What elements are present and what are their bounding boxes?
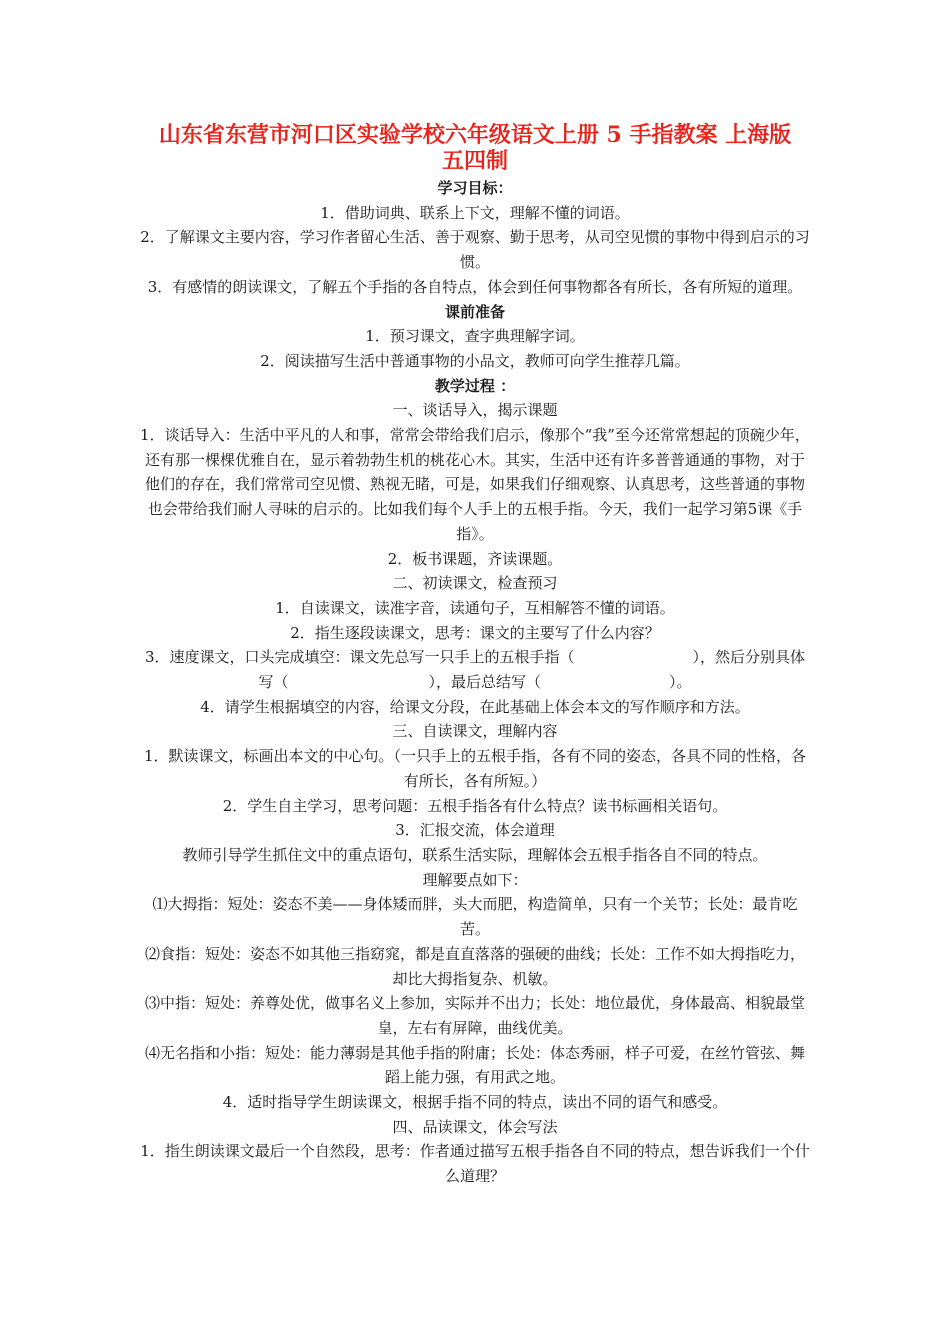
section-1-paragraph-2: 2．板书课题，齐读课题。 (387, 549, 563, 568)
document-body (138, 176, 812, 1189)
fill-in-text-b: ），然后分别具体写（ (258, 648, 806, 692)
finger-point-ring-little: ⑷无名指和小指：短处：能力薄弱是其他手指的附庸；长处：体态秀丽，样子可爱，在丝竹管弦、舞蹈上能力强，有用武之地。 (144, 1043, 805, 1087)
goal-item-1: 1．借助词典、联系上下文，理解不懂的词语。 (320, 203, 630, 222)
document-title (140, 122, 810, 174)
prep-item-1: 1．预习课文，查字典理解字词。 (365, 327, 585, 346)
goal-item-2: 2．了解课文主要内容，学习作者留心生活、善于观察、勤于思考，从司空见惯的事物中得到启示的习惯。 (140, 228, 810, 272)
section-4-paragraph-1: 1．指生朗读课文最后一个自然段，思考：作者通过描写五根手指各自不同的特点，想告诉我们一个什么道理？ (140, 1142, 810, 1186)
section-2-heading: 二、初读课文，检查预习 (392, 574, 558, 593)
section-3-paragraph-2: 2．学生自主学习，思考问题：五根手指各有什么特点？读书标画相关语句。 (222, 796, 728, 815)
section-2-fill-in-paragraph (138, 645, 812, 694)
process-heading: 教学过程 ： (434, 376, 516, 395)
section-2-paragraph-4: 4．请学生根据填空的内容，给课文分段，在此基础上体会本文的写作顺序和方法。 (200, 697, 750, 716)
section-3-paragraph-1: 1．默读课文，标画出本文的中心句。（一只手上的五根手指，各有不同的姿态，各具不同的性格，各有所长，各有所短。） (143, 747, 807, 790)
section-2-paragraph-2: 2．指生逐段读课文，思考：课文的主要写了什么内容？ (290, 623, 660, 642)
title-line-2: 五四制 (441, 148, 508, 174)
section-3-heading: 三、自读课文，理解内容 (392, 722, 558, 741)
goal-item-3: 3．有感情的朗读课文，了解五个手指的各自特点，体会到任何事物都各有所长，各有所短的道理。 (147, 277, 803, 296)
prep-item-2: 2．阅读描写生活中普通事物的小品文，教师可向学生推荐几篇。 (260, 351, 690, 370)
section-2-paragraph-1: 1．自读课文，读准字音，读通句子，互相解答不懂的词语。 (275, 598, 675, 617)
fill-in-text-c: ），最后总结写（ (428, 673, 541, 692)
section-3-paragraph-4: 教师引导学生抓住文中的重点语句，联系生活实际，理解体会五根手指各自不同的特点。 (182, 845, 768, 864)
section-4-heading: 四、品读课文，体会写法 (392, 1117, 558, 1136)
title-line-1: 山东省东营市河口区实验学校六年级语文上册 5 手指教案 上海版 (158, 122, 792, 148)
section-3-paragraph-3: 3．汇报交流，体会道理 (395, 821, 555, 840)
fill-in-text-a: 3．速度课文，口头完成填空：课文先总写一只手上的五根手指（ (144, 648, 575, 667)
section-1-paragraph-1: 1．谈话导入：生活中平凡的人和事，常常会带给我们启示，像那个“我”至今还常常想起的顶碗少年，还有那一棵棵优雅自在，显示着勃勃生机的桃花心木。其实，生活中还有许多普普通通的事物，对于他们的存在，我们常常司空见惯、熟视无睹，可是，如果我们仔细观察、认真思考，这些普通的事物也会带给我们耐人寻味的启示的。比如我们每个人手上的五根手指。今天，我们一起学习第5课《手指》。 (140, 426, 810, 543)
goals-heading: 学习目标： (437, 179, 513, 197)
section-3-paragraph-5: 理解要点如下： (422, 870, 528, 889)
prep-heading: 课前准备 (444, 302, 505, 321)
section-1-heading: 一、谈话导入，揭示课题 (392, 401, 558, 420)
finger-point-thumb: ⑴大拇指：短处：姿态不美——身体矮而胖，头大而肥，构造简单，只有一个关节；长处：最肯吃苦。 (152, 895, 798, 939)
fill-in-text-d: ）。 (669, 673, 692, 692)
section-3-paragraph-6: 4．适时指导学生朗读课文，根据手指不同的特点，读出不同的语气和感受。 (222, 1093, 728, 1112)
finger-point-index: ⑵食指：短处：姿态不如其他三指窈窕，都是直直落落的强硬的曲线；长处：工作不如大拇指吃力，却比大拇指复杂、机敏。 (144, 944, 805, 988)
finger-point-middle: ⑶中指：短处：养尊处优，做事名义上参加，实际并不出力；长处：地位最优，身体最高、相貌最堂皇，左右有屏障，曲线优美。 (144, 994, 805, 1037)
